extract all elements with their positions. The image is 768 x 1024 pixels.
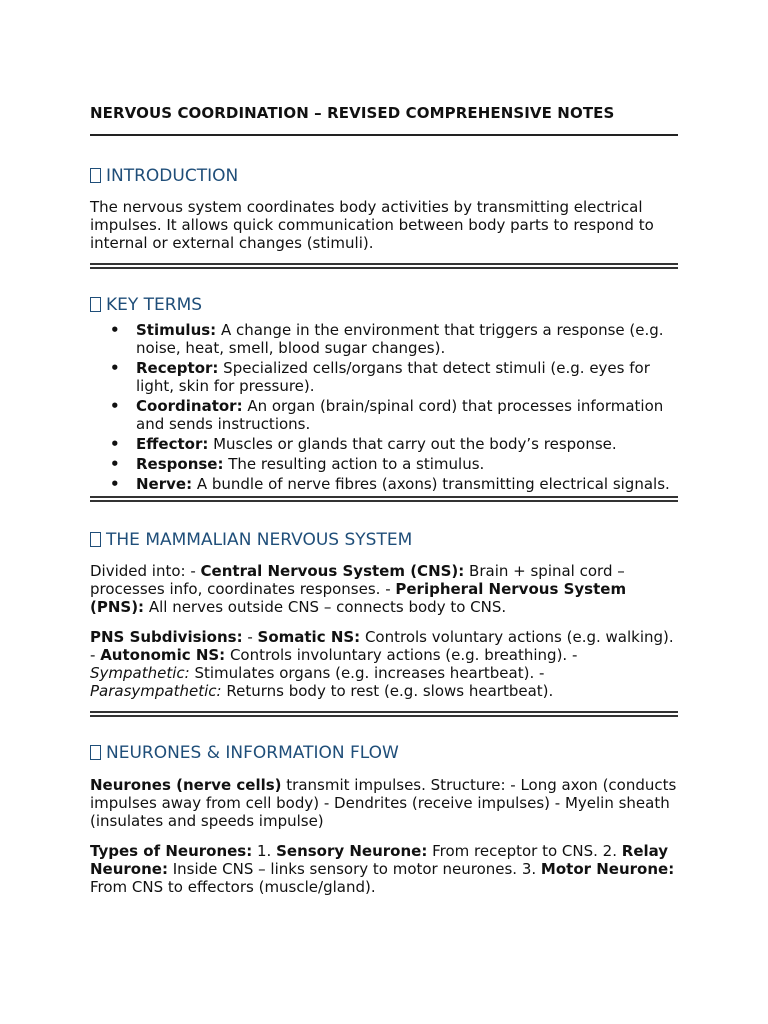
missing-glyph-icon bbox=[90, 168, 101, 183]
heading-introduction bbox=[90, 166, 678, 186]
text-run: From receptor to CNS. 2. bbox=[427, 842, 622, 860]
heading-mammalian-text: THE MAMMALIAN NERVOUS SYSTEM bbox=[106, 530, 413, 550]
section-divider bbox=[90, 263, 678, 269]
missing-glyph-icon bbox=[90, 297, 101, 312]
bullet-icon: • bbox=[110, 359, 120, 377]
term-label: Response: bbox=[136, 455, 224, 473]
heading-key-terms bbox=[90, 295, 678, 315]
bullet-icon: • bbox=[110, 455, 120, 473]
text-run: Controls involuntary actions (e.g. breathing). - bbox=[225, 646, 578, 664]
document-title: NERVOUS COORDINATION – REVISED COMPREHENSIVE NOTES bbox=[90, 104, 615, 122]
term-label: Nerve: bbox=[136, 475, 193, 493]
text-run: From CNS to effectors (muscle/gland). bbox=[90, 878, 376, 896]
bold-term: Peripheral Nervous System (PNS): bbox=[90, 580, 627, 616]
text-run: Divided into: - bbox=[90, 562, 201, 580]
heading-neurones bbox=[90, 743, 678, 763]
list-item bbox=[90, 435, 678, 453]
term-definition: A bundle of nerve fibres (axons) transmitting electrical signals. bbox=[192, 475, 670, 493]
section-divider bbox=[90, 496, 678, 502]
heading-introduction-text: INTRODUCTION bbox=[106, 166, 239, 186]
text-run: Stimulates organs (e.g. increases heartbeat). - bbox=[189, 664, 545, 682]
list-item bbox=[90, 359, 678, 395]
text-run: Brain + spinal cord – processes info, coordinates responses. - bbox=[90, 562, 625, 598]
italic-term: Sympathetic: bbox=[90, 664, 190, 682]
bold-term: Autonomic NS: bbox=[100, 646, 226, 664]
term-definition: Specialized cells/organs that detect stimuli (e.g. eyes for light, skin for pressure). bbox=[136, 359, 650, 395]
text-run: Returns body to rest (e.g. slows heartbeat). bbox=[221, 682, 554, 700]
bullet-icon: • bbox=[110, 475, 120, 493]
bullet-icon: • bbox=[110, 321, 120, 339]
bold-term: Relay Neurone: bbox=[90, 842, 669, 878]
term-definition: A change in the environment that triggers a response (e.g. noise, heat, smell, blood sugar changes). bbox=[136, 321, 664, 357]
italic-term: Parasympathetic: bbox=[90, 682, 222, 700]
heading-key-terms-text: KEY TERMS bbox=[106, 295, 203, 315]
mammalian-paragraph-divisions bbox=[90, 562, 678, 616]
text-run: Controls voluntary actions (e.g. walking). - bbox=[90, 628, 674, 664]
term-definition: The resulting action to a stimulus. bbox=[223, 455, 485, 473]
list-item bbox=[90, 397, 678, 433]
bold-term: Central Nervous System (CNS): bbox=[200, 562, 465, 580]
bold-term: Neurones (nerve cells) bbox=[90, 776, 282, 794]
bullet-icon: • bbox=[110, 397, 120, 415]
section-divider bbox=[90, 711, 678, 717]
term-label: Receptor: bbox=[136, 359, 219, 377]
bold-term: Somatic NS: bbox=[257, 628, 361, 646]
list-item bbox=[90, 321, 678, 357]
heading-neurones-text: NEURONES & INFORMATION FLOW bbox=[106, 743, 399, 763]
term-label: Stimulus: bbox=[136, 321, 217, 339]
text-run: transmit impulses. Structure: - Long axon (conducts impulses away from cell body) - Dendrites (receive impulses) - Myelin sheath (insulates and speeds impulse) bbox=[90, 776, 677, 830]
term-definition: Muscles or glands that carry out the body’s response. bbox=[208, 435, 617, 453]
bold-term: Motor Neurone: bbox=[540, 860, 675, 878]
neurones-paragraph-structure bbox=[90, 776, 678, 830]
text-run: - bbox=[242, 628, 258, 646]
heading-mammalian-nervous-system bbox=[90, 530, 678, 550]
neurones-paragraph-types bbox=[90, 842, 678, 896]
title-divider bbox=[90, 134, 678, 136]
text-run: All nerves outside CNS – connects body to CNS. bbox=[144, 598, 507, 616]
list-item bbox=[90, 475, 678, 493]
term-label: Coordinator: bbox=[136, 397, 243, 415]
key-terms-list bbox=[90, 321, 678, 495]
missing-glyph-icon bbox=[90, 745, 101, 760]
term-definition: An organ (brain/spinal cord) that processes information and sends instructions. bbox=[136, 397, 664, 433]
missing-glyph-icon bbox=[90, 532, 101, 547]
intro-paragraph: The nervous system coordinates body activities by transmitting electrical impulses. It allows quick communication between body parts to respond to internal or external changes (stimuli). bbox=[90, 198, 654, 252]
bullet-icon: • bbox=[110, 435, 120, 453]
mammalian-paragraph-pns bbox=[90, 628, 678, 700]
bold-term: Sensory Neurone: bbox=[276, 842, 428, 860]
text-run: 1. bbox=[252, 842, 277, 860]
term-label: Effector: bbox=[136, 435, 209, 453]
text-run: Inside CNS – links sensory to motor neurones. 3. bbox=[167, 860, 541, 878]
bold-term: PNS Subdivisions: bbox=[90, 628, 243, 646]
bold-term: Types of Neurones: bbox=[90, 842, 253, 860]
list-item bbox=[90, 455, 678, 473]
